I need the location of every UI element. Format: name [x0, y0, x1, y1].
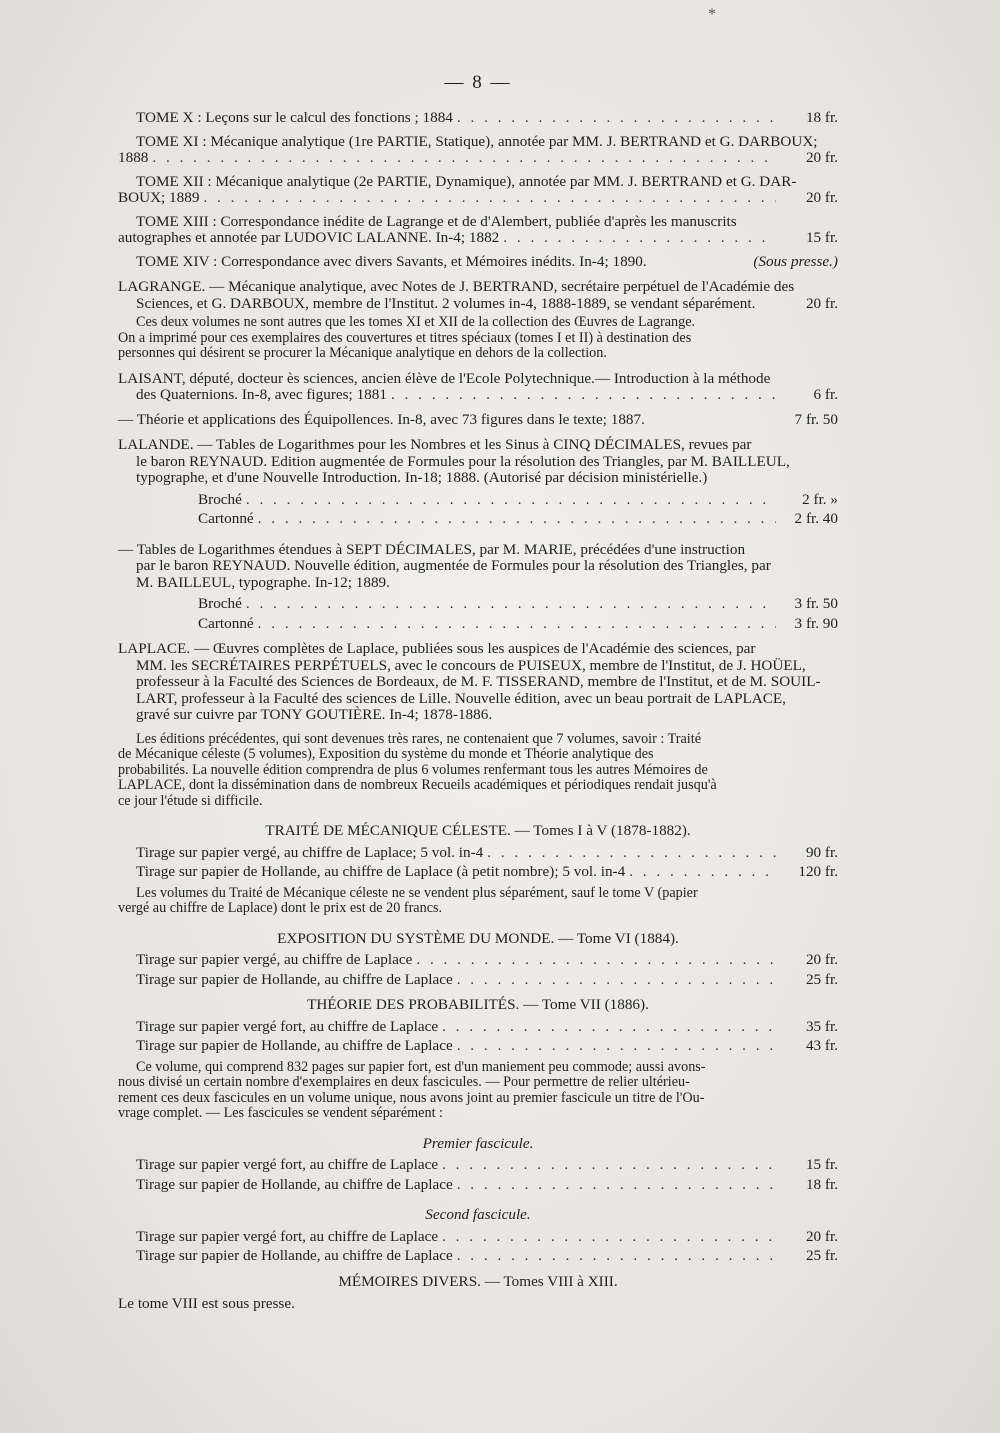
entry-sept-decimales — [118, 542, 838, 633]
entry-line: professeur à la Faculté des Sciences de Bordeaux, de M. F. TISSERAND, membre de l'Institut, et de M. SOUIL- — [136, 673, 821, 690]
note-line: vergé au chiffre de Laplace) dont le prix est de 20 francs. — [118, 900, 443, 916]
entry-line: M. BAILLEUL, typographe. In-12; 1889. — [136, 573, 390, 591]
item-label: Tirage sur papier vergé fort, au chiffre de Laplace — [136, 1156, 439, 1173]
entry-line: gravé sur cuivre par TONY GOUTIÈRE. In-4; 1878-1886. — [136, 706, 493, 723]
tome-line: TOME XIII : Correspondance inédite de Lagrange et de d'Alembert, publiée d'après les manuscrits — [136, 212, 737, 230]
section-premier-fascicule — [118, 1136, 838, 1194]
binding-label: Cartonné — [198, 614, 254, 632]
note-line: On a imprimé pour ces exemplaires des couvertures et titres spéciaux (tomes I et II) à destination des — [118, 329, 692, 346]
note-line: Ces deux volumes ne sont autres que les tomes XI et XII de la collection des Œuvres de Lagrange. — [136, 314, 696, 330]
price: 15 fr. — [805, 1156, 838, 1173]
note-line: Les éditions précédentes, qui sont devenues très rares, ne contenaient que 7 volumes, savoir : Traité — [136, 730, 701, 747]
section-memoires — [118, 1274, 838, 1313]
price: 6 fr. — [813, 386, 838, 403]
section-traite — [118, 823, 838, 917]
note-line: nous divisé un certain nombre d'exemplaires en deux fascicules. — Pour permettre de relier ultérieu- — [118, 1074, 690, 1090]
entry-line: LAPLACE. — Œuvres complètes de Laplace, publiées sous les auspices de l'Académie des sciences, par — [118, 640, 756, 657]
binding-label: Broché — [198, 490, 242, 508]
price: 90 fr. — [805, 843, 838, 861]
section-heading: MÉMOIRES DIVERS. — Tomes VIII à XIII. — [338, 1272, 618, 1290]
entry-line: LALANDE. — Tables de Logarithmes pour les Nombres et les Sinus à CINQ DÉCIMALES, revues par — [118, 436, 752, 453]
section-heading: THÉORIE DES PROBABILITÉS. — Tome VII (1886). — [307, 996, 649, 1013]
item-label: Tirage sur papier vergé, au chiffre de Laplace — [136, 951, 413, 968]
item-label: Tirage sur papier de Hollande, au chiffre de Laplace — [136, 1247, 453, 1264]
item-label: Tirage sur papier de Hollande, au chiffre de Laplace — [136, 1175, 453, 1193]
note-line: Ce volume, qui comprend 832 pages sur papier fort, est d'un maniement peu commode; aussi avons- — [136, 1058, 706, 1075]
note-line: vrage complet. — Les fascicules se vendent séparément : — [118, 1105, 444, 1121]
section-theorie — [118, 997, 838, 1122]
entry-line: le baron REYNAUD. Edition augmentée de Formules pour la résolution des Triangles, par M. BAILLEUL, — [136, 452, 790, 470]
price: 20 fr. — [805, 189, 838, 206]
entry-laplace — [118, 641, 838, 809]
price: 20 fr. — [805, 1227, 838, 1245]
price: 43 fr. — [805, 1037, 838, 1054]
entry-lalande — [118, 437, 838, 528]
section-heading: TRAITÉ DE MÉCANIQUE CÉLESTE. — Tomes I à V (1878-1882). — [265, 822, 691, 839]
entry-line: — Tables de Logarithmes étendues à SEPT DÉCIMALES, par M. MARIE, précédées d'une instruction — [118, 540, 746, 558]
status-line: Le tome VIII est sous presse. — [118, 1295, 295, 1312]
note-line: personnes qui désirent se procurer la Mécanique analytique en dehors de la collection. — [118, 345, 607, 361]
price: 18 fr. — [805, 1175, 838, 1193]
price: 3 fr. 90 — [794, 614, 838, 632]
page-number: — 8 — — [444, 72, 512, 93]
price: 2 fr. » — [802, 490, 838, 508]
price: 20 fr. — [805, 294, 838, 312]
entry-line: typographe, et d'une Nouvelle Introduction. In-18; 1888. (Autorisé par décision ministérielle.) — [136, 469, 708, 486]
tome-line: TOME X : Leçons sur le calcul des fonctions ; 1884 — [136, 109, 453, 126]
corner-mark: * — [708, 6, 716, 23]
tome-xi — [118, 134, 838, 167]
note-line: de Mécanique céleste (5 volumes), Exposition du système du monde et Théorie analytique des — [118, 746, 654, 762]
item-label: Tirage sur papier vergé fort, au chiffre de Laplace — [136, 1017, 439, 1035]
entry-line: MM. les SECRÉTAIRES PERPÉTUELS, avec le concours de PUISEUX, membre de l'Institut, de J. HOÜEL, — [136, 656, 806, 674]
item-label: Tirage sur papier vergé, au chiffre de Laplace; 5 vol. in-4 — [136, 843, 484, 861]
tome-line-cont: 1888 — [118, 149, 149, 166]
entry-line: Sciences, et G. DARBOUX, membre de l'Institut. 2 volumes in-4, 1888-1889, se vendant séparément. — [136, 294, 756, 312]
price: 20 fr. — [805, 951, 838, 968]
tome-xiv — [118, 254, 838, 271]
price: 2 fr. 40 — [794, 510, 838, 527]
note-line: LAPLACE, dont la dissémination dans de nombreux Recueils académiques et périodiques rendait jusqu'à — [118, 777, 717, 793]
entry-line: LAISANT, député, docteur ès sciences, ancien élève de l'Ecole Polytechnique.— Introduction à la méthode — [118, 369, 771, 387]
entry-lagrange — [118, 279, 838, 362]
entry-laisant — [118, 371, 838, 429]
price: 25 fr. — [805, 970, 838, 988]
section-heading: Second fascicule. — [425, 1206, 531, 1223]
item-label: Tirage sur papier de Hollande, au chiffre de Laplace — [136, 970, 453, 988]
note-line: ce jour l'étude si difficile. — [118, 792, 263, 809]
entry-line: LART, professeur à la Faculté des sciences de Lille. Nouvelle édition, avec un beau portrait de LAPLACE, — [136, 689, 786, 707]
section-exposition — [118, 931, 838, 989]
tome-line: TOME XI : Mécanique analytique (1re PARTIE, Statique), annotée par MM. J. BERTRAND et G. DARBOUX; — [136, 132, 818, 150]
tome-xiii — [118, 214, 838, 247]
section-heading: EXPOSITION DU SYSTÈME DU MONDE. — Tome VI (1884). — [277, 929, 679, 947]
section-second-fascicule — [118, 1207, 838, 1265]
tome-line-cont: autographes et annotée par LUDOVIC LALANNE. In-4; 1882 — [118, 229, 500, 246]
status-note: (Sous presse.) — [753, 252, 838, 270]
entry-line: LAGRANGE. — Mécanique analytique, avec Notes de J. BERTRAND, secrétaire perpétuel de l'Académie des — [118, 278, 795, 295]
price: 120 fr. — [798, 863, 838, 880]
price: 18 fr. — [805, 109, 838, 126]
tome-line: TOME XII : Mécanique analytique (2e PARTIE, Dynamique), annotée par MM. J. BERTRAND et G. DAR- — [136, 172, 797, 190]
entry-line: des Quaternions. In-8, avec figures; 1881 — [136, 386, 387, 403]
tome-line: TOME XIV : Correspondance avec divers Savants, et Mémoires inédits. In-4; 1890. — [136, 252, 647, 270]
price: 20 fr. — [805, 149, 838, 166]
price: 15 fr. — [805, 229, 838, 246]
note-line: rement ces deux fascicules en un volume unique, nous avons joint au premier fascicule un titre de l'Ou- — [118, 1089, 705, 1106]
binding-label: Broché — [198, 595, 242, 612]
tome-xii — [118, 174, 838, 207]
price: 7 fr. 50 — [794, 410, 838, 428]
entry-line: par le baron REYNAUD. Nouvelle édition, augmentée de Formules pour la résolution des Triangles, par — [136, 557, 771, 574]
item-label: Tirage sur papier de Hollande, au chiffre de Laplace — [136, 1037, 453, 1054]
binding-label: Cartonné — [198, 510, 254, 527]
tome-line-cont: BOUX; 1889 — [118, 189, 200, 206]
price: 3 fr. 50 — [794, 595, 838, 612]
item-label: Tirage sur papier vergé fort, au chiffre de Laplace — [136, 1227, 439, 1245]
tome-x — [118, 110, 838, 127]
price: 25 fr. — [805, 1247, 838, 1264]
note-line: probabilités. La nouvelle édition comprendra de plus 6 volumes renfermant tous les autres Mémoires de — [118, 761, 708, 778]
section-heading: Premier fascicule. — [422, 1134, 534, 1152]
entry-line: — Théorie et applications des Équipollences. In-8, avec 73 figures dans le texte; 1887. — [118, 410, 645, 428]
note-line: Les volumes du Traité de Mécanique céleste ne se vendent plus séparément, sauf le tome V (papier — [136, 884, 698, 901]
item-label: Tirage sur papier de Hollande, au chiffre de Laplace (à petit nombre); 5 vol. in-4 — [136, 863, 626, 880]
price: 35 fr. — [805, 1017, 838, 1035]
